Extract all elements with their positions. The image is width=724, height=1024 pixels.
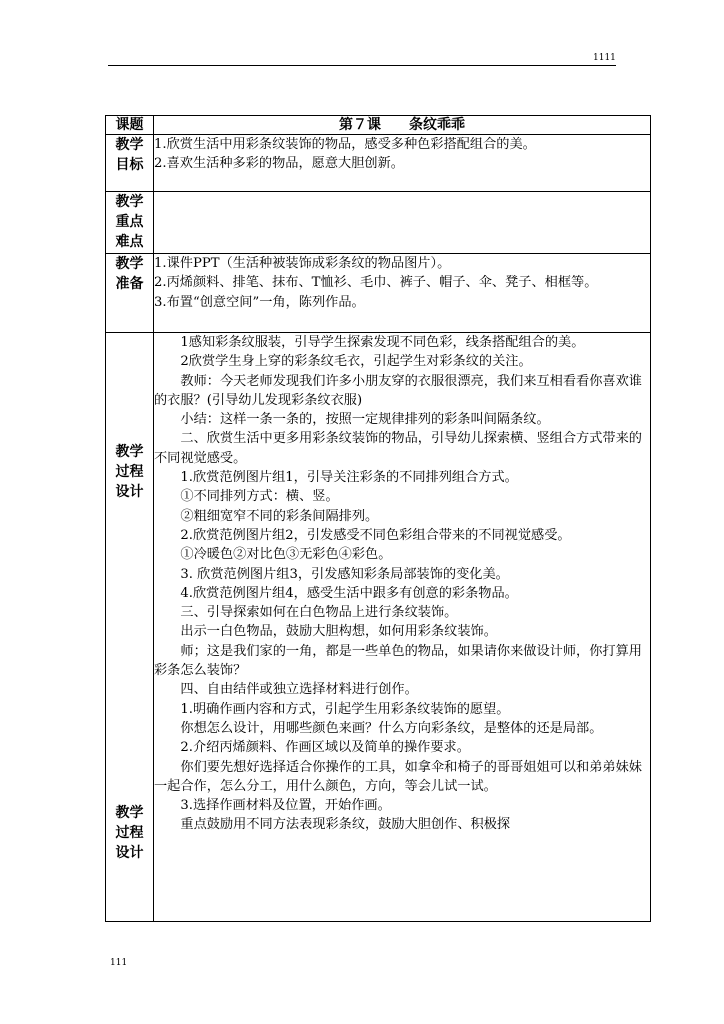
- prep-line: 2.丙烯颜料、排笔、抹布、T恤衫、毛巾、裤子、帽子、伞、凳子、相框等。: [154, 275, 598, 291]
- process-paragraph: 教师：今天老师发现我们许多小朋友穿的衣服很漂亮，我们来互相看看你喜欢谁的衣服？(引导幼儿发现彩条纹衣服): [154, 373, 642, 408]
- prep-line: 3.布置“创意空间”一角，陈列作品。: [154, 294, 365, 310]
- row-key-points: [106, 192, 651, 254]
- prep-line: 1.课件PPT（生活种被装饰成彩条纹的物品图片）。: [154, 256, 451, 271]
- header-rule: [108, 65, 616, 66]
- label-process-top: 教学 过程 设计: [115, 444, 144, 500]
- process-paragraph: 小结：这样一条一条的，按照一定规律排列的彩条叫间隔条纹。: [180, 412, 550, 428]
- lesson-name: 条纹乖乖: [409, 117, 465, 133]
- process-paragraph: ①不同排列方式：横、竖。: [180, 489, 339, 505]
- footer-page-number: 111: [110, 958, 128, 968]
- process-paragraph: 4.欣赏范例图片组4，感受生活中跟多有创意的彩条物品。: [180, 585, 518, 601]
- row-process: [106, 333, 651, 922]
- lesson-plan-table: [105, 115, 651, 922]
- process-paragraph: 1.欣赏范例图片组1，引导关注彩条的不同排列组合方式。: [180, 470, 518, 486]
- label-process-bottom: 教学 过程 设计: [115, 805, 144, 861]
- process-paragraph: 你们要先想好选择适合你操作的工具，如拿伞和椅子的哥哥姐姐可以和弟弟妹妹一起合作，怎么分工，用什么颜色，方向，等会儿试一试。: [154, 759, 642, 794]
- process-paragraph: ①冷暖色②对比色③无彩色④彩色。: [180, 547, 392, 563]
- label-key-points: 教学 重点 难点: [106, 192, 154, 254]
- process-paragraph: 二、欣赏生活中更多用彩条纹装饰的物品，引导幼儿探索横、竖组合方式带来的不同视觉感受。: [154, 431, 642, 466]
- lesson-number: 第７课: [339, 117, 381, 133]
- process-paragraph: 1.明确作画内容和方式，引起学生用彩条纹装饰的愿望。: [180, 701, 510, 717]
- goal-line: 1.欣赏生活中用彩条纹装饰的物品，感受多种色彩搭配组合的美。: [154, 137, 536, 152]
- row-goals: [106, 135, 651, 192]
- process-paragraph: 2.欣赏范例图片组2，引发感受不同色彩组合带来的不同视觉感受。: [180, 527, 571, 543]
- process-paragraph: 2.介绍丙烯颜料、作画区域以及简单的操作要求。: [180, 740, 470, 756]
- row-preparation: [106, 254, 651, 333]
- process-paragraph: 出示一白色物品，鼓励大胆构想，如何用彩条纹装饰。: [180, 624, 497, 640]
- key-points-content: [154, 192, 651, 254]
- label-preparation: 教学 准备: [106, 254, 154, 333]
- goal-line: 2.喜欢生活种多彩的物品，愿意大胆创新。: [154, 156, 404, 172]
- process-paragraph: 你想怎么设计，用哪些颜色来画？什么方向彩条纹，是整体的还是局部。: [180, 720, 603, 736]
- process-paragraph: 2欣赏学生身上穿的彩条纹毛衣，引起学生对彩条纹的关注。: [180, 354, 532, 370]
- row-topic: [106, 116, 651, 135]
- process-paragraph: ②粗细宽窄不同的彩条间隔排列。: [180, 508, 379, 524]
- lesson-title: [154, 116, 650, 134]
- label-process-cell: [106, 333, 154, 922]
- header-page-number: 1111: [593, 53, 616, 63]
- process-paragraph: 3. 欣赏范例图片组3，引发感知彩条局部装饰的变化美。: [180, 566, 509, 582]
- process-paragraph: 重点鼓励用不同方法表现彩条纹，鼓励大胆创作、积极探: [180, 817, 511, 833]
- process-paragraph: 三、引导探索如何在白色物品上进行条纹装饰。: [180, 605, 458, 621]
- label-goals: 教学 目标: [106, 135, 154, 192]
- label-topic: 课题: [106, 116, 154, 135]
- process-paragraph: 1感知彩条纹服装，引导学生探索发现不同色彩，线条搭配组合的美。: [180, 335, 585, 350]
- process-paragraph: 四、自由结伴或独立选择材料进行创作。: [180, 682, 418, 698]
- process-paragraph: 师；这是我们家的一角，都是一些单色的物品，如果请你来做设计师，你打算用彩条怎么装饰？: [154, 643, 642, 679]
- process-paragraph: 3.选择作画材料及位置，开始作画。: [180, 798, 391, 814]
